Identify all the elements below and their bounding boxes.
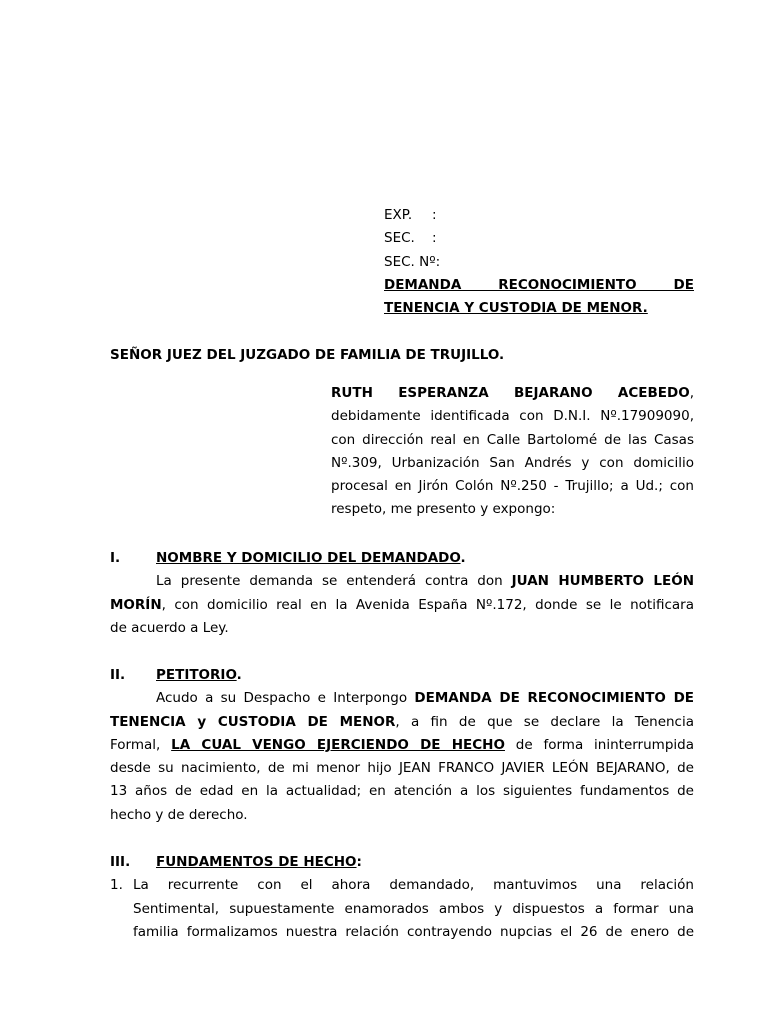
section-2-text: Formal, [110, 736, 172, 753]
section-3-heading [110, 851, 694, 874]
document-title-line2: TENENCIA Y CUSTODIA DE MENOR. [384, 300, 648, 317]
defendant-name-part1: JUAN HUMBERTO LEÓN [511, 573, 694, 590]
defendant-name-part2: MORÍN [110, 596, 162, 613]
sec-label: SEC. [384, 230, 415, 247]
exp-colon: : [432, 207, 437, 223]
section-1-text: , con domicilio real en la Avenida España Nº.172, donde se le notificara [161, 596, 694, 613]
section-2-title-tail: . [236, 667, 242, 683]
addressee: SEÑOR JUEZ DEL JUZGADO DE FAMILIA DE TRUJILLO. [110, 347, 505, 363]
section-1-title: NOMBRE Y DOMICILIO DEL DEMANDADO [156, 550, 461, 566]
section-3-number: III. [110, 854, 131, 870]
section-2-heading [110, 664, 694, 687]
section-1-heading [110, 547, 694, 570]
section-1-number: I. [110, 550, 121, 566]
section-2-line5: 13 años de edad en la actualidad; en atención a los siguientes fundamentos de [110, 783, 694, 800]
plaintiff-name: RUTH ESPERANZA BEJARANO ACEBEDO [331, 385, 690, 401]
plaintiff-line5: procesal en Jirón Colón Nº.250 - Trujillo; a Ud.; con [331, 478, 694, 495]
section-2-line4: desde su nacimiento, de mi menor hijo JEAN FRANCO JAVIER LEÓN BEJARANO, de [110, 760, 694, 777]
section-2-text: de forma ininterrumpida [504, 736, 694, 753]
plaintiff-line6: respeto, me presento y expongo: [331, 501, 556, 518]
section-2-number: II. [110, 667, 126, 683]
plaintiff-line3: con dirección real en Calle Bartolomé de las Casas [331, 431, 694, 448]
claim-title-part1: DEMANDA DE RECONOCIMIENTO DE [414, 690, 694, 707]
plaintiff-line2: debidamente identificada con D.N.I. Nº.17909090, [331, 408, 694, 425]
section-3 [110, 851, 694, 944]
section-1 [110, 547, 694, 640]
section-2-text: Acudo a su Despacho e Interpongo [156, 690, 415, 707]
list-item-line2: Sentimental, supuestamente enamorados ambos y dispuestos a formar una [133, 900, 694, 917]
section-3-title-tail: : [356, 854, 362, 870]
plaintiff-line4: Nº.309, Urbanización San Andrés y con domicilio [331, 454, 694, 471]
section-3-title: FUNDAMENTOS DE HECHO [156, 854, 357, 870]
list-item-line3: familia formalizamos nuestra relación contrayendo nupcias el 26 de enero de [133, 923, 694, 940]
section-1-paragraph [110, 570, 694, 640]
plaintiff-comma: , [689, 385, 694, 401]
section-2 [110, 664, 694, 827]
secno-line [384, 251, 694, 274]
secno-label: SEC. Nº: [384, 253, 441, 270]
exp-line [384, 204, 694, 227]
section-2-line3 [110, 734, 694, 757]
plaintiff-line1 [331, 382, 694, 405]
sec-line [384, 227, 694, 250]
list-item-line1: La recurrente con el ahora demandado, mantuvimos una relación [133, 877, 694, 894]
section-2-line1 [110, 687, 694, 710]
section-1-line2 [110, 594, 694, 617]
plaintiff-block [331, 382, 694, 522]
section-2-title: PETITORIO [156, 667, 237, 683]
section-2-text: , a fin de que se declare la Tenencia [395, 713, 695, 730]
section-1-line1 [110, 570, 694, 593]
section-2-line2 [110, 711, 694, 734]
section-1-title-tail: . [460, 550, 466, 566]
section-1-line3: de acuerdo a Ley. [110, 619, 229, 636]
list-item-body [133, 874, 694, 944]
list-item [110, 874, 694, 944]
document-title-line1: DEMANDA RECONOCIMIENTO DE [384, 276, 694, 293]
emphasis-text: LA CUAL VENGO EJERCIENDO DE HECHO [171, 736, 505, 753]
case-header [384, 204, 694, 320]
claim-title-part2: TENENCIA y CUSTODIA DE MENOR [110, 713, 396, 730]
exp-label: EXP. [384, 207, 413, 223]
sec-colon: : [432, 230, 437, 247]
section-2-line6: hecho y de derecho. [110, 806, 248, 823]
section-1-text: La presente demanda se entenderá contra don [156, 573, 512, 590]
list-item-number: 1. [110, 877, 123, 894]
section-2-paragraph [110, 687, 694, 827]
